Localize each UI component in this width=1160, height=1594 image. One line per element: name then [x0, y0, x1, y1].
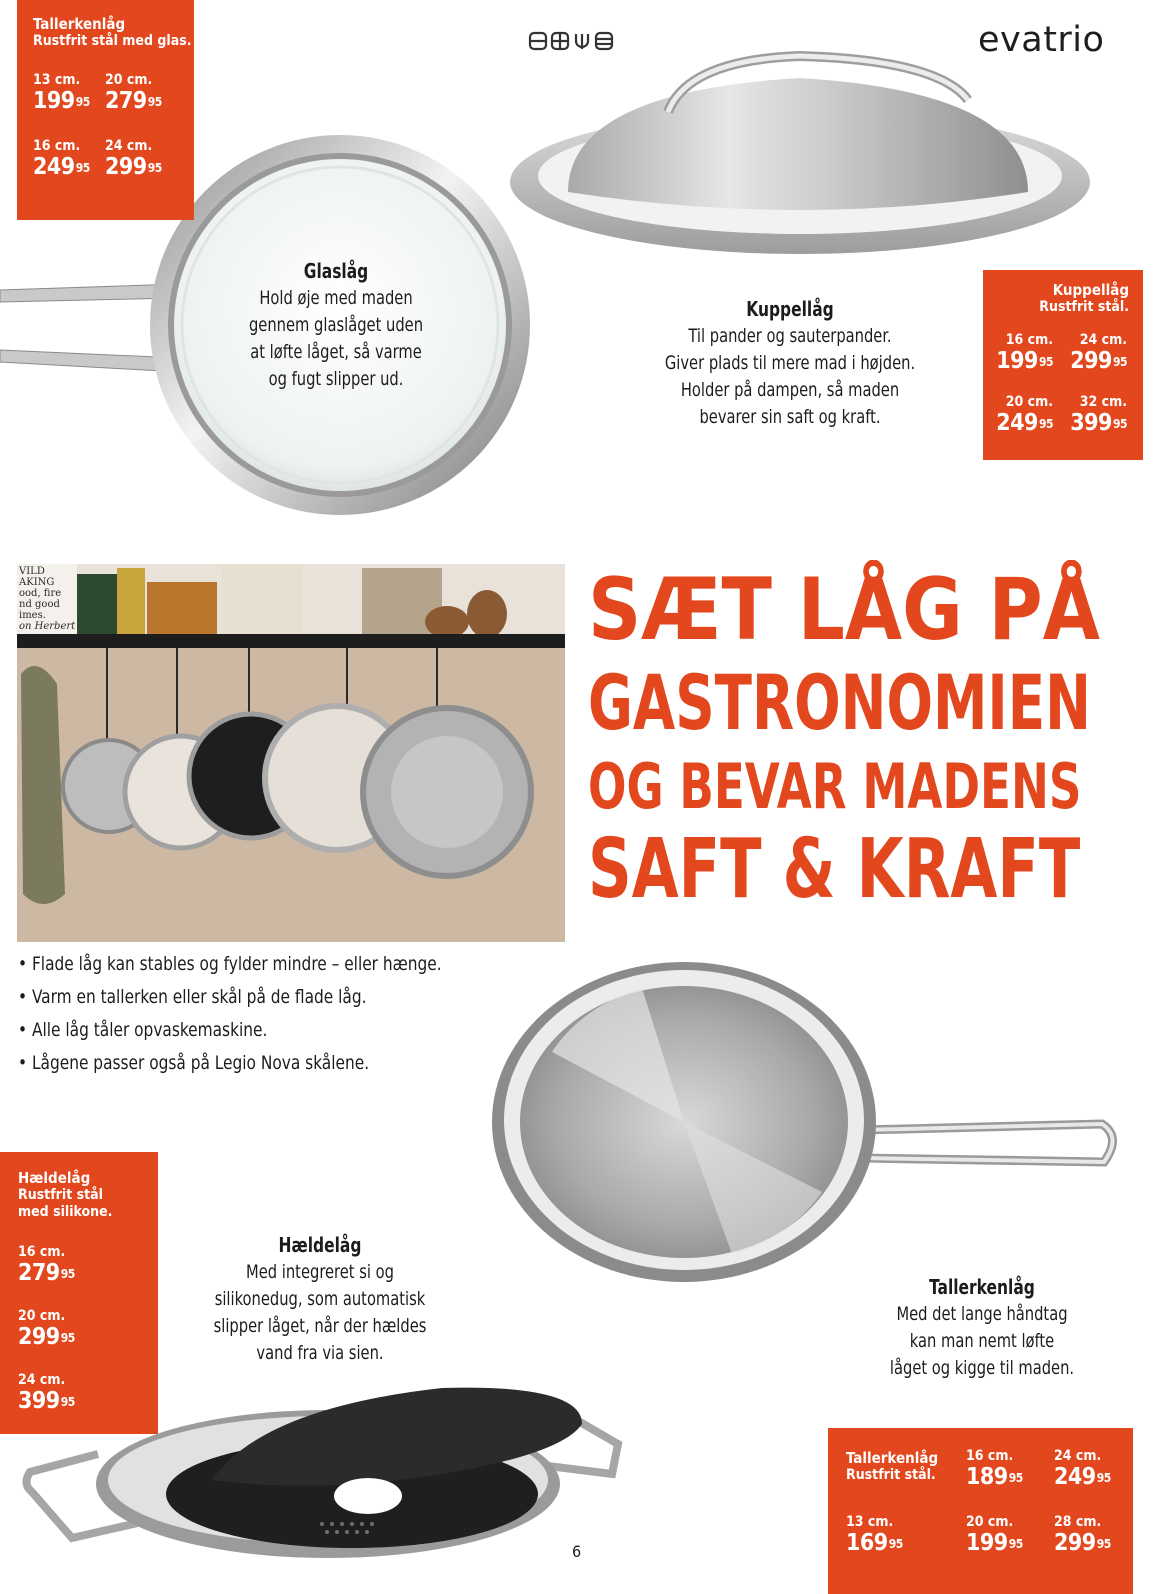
feature-item: • Flade låg kan stables og fylder mindre – eller hænge.	[18, 953, 442, 975]
price-item	[996, 394, 1053, 436]
price-value: $189^{95}$	[966, 1464, 1023, 1490]
dome-lid-image	[508, 52, 1098, 262]
description-line: Med integreret si og	[246, 1261, 394, 1283]
description-line: Til pander og sauterpander.	[688, 325, 892, 347]
size-label: 20 cm.	[18, 1308, 66, 1324]
price-item	[966, 1448, 1023, 1490]
price-box-subtitle: med silikone.	[18, 1204, 113, 1220]
feature-item: • Alle låg tåler opvaskemaskine.	[18, 1019, 268, 1041]
description-line: gennem glaslåget uden	[248, 314, 424, 336]
headline-line: OG BEVAR MADENS	[588, 750, 1082, 823]
book-text-line: AKING	[19, 577, 55, 588]
price-item	[1070, 394, 1127, 436]
description-line: vand fra via sien.	[256, 1342, 384, 1364]
description-title: Glaslåg	[303, 259, 369, 283]
price-box-subtitle: Rustfrit stål.	[1039, 299, 1129, 315]
description-line: kan man nemt løfte	[909, 1330, 1055, 1352]
headline	[588, 560, 1148, 917]
description-line: låget og kigge til maden.	[889, 1357, 1075, 1379]
price-item	[105, 138, 162, 180]
price-value: $199^{95}$	[996, 348, 1053, 374]
price-item	[1054, 1514, 1111, 1556]
feature-item: • Varm en tallerken eller skål på de flade låg.	[18, 986, 367, 1008]
price-box-title: Hældelåg	[18, 1169, 91, 1187]
usage-icons	[528, 30, 624, 52]
size-label: 24 cm.	[1079, 332, 1127, 348]
price-item	[18, 1244, 75, 1286]
price-item	[846, 1514, 903, 1556]
price-item	[1070, 332, 1127, 374]
size-label: 16 cm.	[1005, 332, 1053, 348]
feature-item: • Lågene passer også på Legio Nova skålene.	[18, 1052, 370, 1074]
size-label: 32 cm.	[1079, 394, 1127, 410]
book-text-line: ood, fire	[19, 588, 62, 599]
plate-lid-image	[492, 962, 1132, 1292]
size-label: 20 cm.	[966, 1514, 1014, 1530]
page-number: 6	[572, 1542, 582, 1561]
price-item	[33, 138, 90, 180]
description-line: slipper låget, når der hældes	[213, 1315, 427, 1337]
price-value: $399^{95}$	[18, 1388, 75, 1414]
photo-book-text	[19, 566, 75, 632]
headline-line: GASTRONOMIEN	[588, 658, 1091, 747]
dome-lid-description	[627, 296, 954, 431]
price-value: $249^{95}$	[1054, 1464, 1111, 1490]
size-label: 24 cm.	[105, 138, 153, 154]
price-value: $169^{95}$	[846, 1530, 903, 1556]
description-line: Hold øje med maden	[259, 287, 413, 309]
size-label: 16 cm.	[966, 1448, 1014, 1464]
book-text-line: on Herbert	[19, 621, 76, 632]
price-box-subtitle: Rustfrit stål.	[846, 1467, 936, 1483]
description-line: Holder på dampen, så maden	[680, 379, 900, 401]
plate-lid-description	[870, 1274, 1094, 1382]
description-line: at løfte låget, så varme	[250, 341, 422, 363]
description-line: Giver plads til mere mad i højden.	[664, 352, 916, 374]
size-label: 24 cm.	[18, 1372, 66, 1388]
price-value: $299^{95}$	[18, 1324, 75, 1350]
size-label: 24 cm.	[1054, 1448, 1102, 1464]
size-label: 20 cm.	[105, 72, 153, 88]
size-label: 13 cm.	[846, 1514, 894, 1530]
description-line: og fugt slipper ud.	[268, 368, 404, 390]
price-box-title: Kuppellåg	[1052, 281, 1129, 299]
headline-line: SAFT & KRAFT	[588, 822, 1081, 917]
price-box-title: Tallerkenlåg	[33, 15, 126, 33]
book-text-line: nd good	[19, 599, 60, 610]
pouring-lid-description	[191, 1232, 449, 1367]
price-box-header	[846, 1450, 938, 1484]
description-line: Med det lange håndtag	[896, 1303, 1068, 1325]
kitchen-photo	[17, 564, 565, 942]
description-line: silikonedug, som automatisk	[214, 1288, 426, 1310]
price-value: $299^{95}$	[105, 154, 162, 180]
price-item	[105, 72, 162, 114]
size-label: 16 cm.	[33, 138, 81, 154]
pouring-lid-image	[22, 1384, 622, 1564]
description-line: bevarer sin saft og kraft.	[699, 406, 881, 428]
price-item	[1054, 1448, 1111, 1490]
price-box-subtitle: Rustfrit stål med glas.	[33, 33, 192, 49]
price-value: $279^{95}$	[105, 88, 162, 114]
price-box-subtitle: Rustfrit stål	[18, 1187, 103, 1203]
price-value: $299^{95}$	[1070, 348, 1127, 374]
brand-logo: evatrio	[978, 20, 1105, 60]
price-item	[966, 1514, 1023, 1556]
description-title: Tallerkenlåg	[929, 1275, 1035, 1299]
size-label: 20 cm.	[1005, 394, 1053, 410]
book-text-line: VILD	[19, 566, 45, 577]
headline-line: SÆT LÅG PÅ	[588, 560, 1100, 660]
feature-list	[18, 948, 442, 1080]
price-value: $279^{95}$	[18, 1260, 75, 1286]
size-label: 13 cm.	[33, 72, 81, 88]
price-item	[33, 72, 90, 114]
price-box-glass-lid	[17, 0, 194, 220]
description-title: Kuppellåg	[746, 297, 834, 321]
price-box-plate-lid	[828, 1428, 1133, 1594]
price-box-dome-lid	[983, 270, 1143, 460]
price-item	[18, 1308, 75, 1350]
price-value: $249^{95}$	[996, 410, 1053, 436]
price-value: $199^{95}$	[33, 88, 90, 114]
size-label: 16 cm.	[18, 1244, 66, 1260]
glass-lid-description	[224, 258, 448, 393]
description-title: Hældelåg	[278, 1233, 362, 1257]
price-value: $249^{95}$	[33, 154, 90, 180]
book-text-line: imes.	[19, 610, 46, 621]
price-value: $299^{95}$	[1054, 1530, 1111, 1556]
price-item	[996, 332, 1053, 374]
price-value: $399^{95}$	[1070, 410, 1127, 436]
price-box-title: Tallerkenlåg	[846, 1449, 939, 1467]
size-label: 28 cm.	[1054, 1514, 1102, 1530]
price-value: $199^{95}$	[966, 1530, 1023, 1556]
